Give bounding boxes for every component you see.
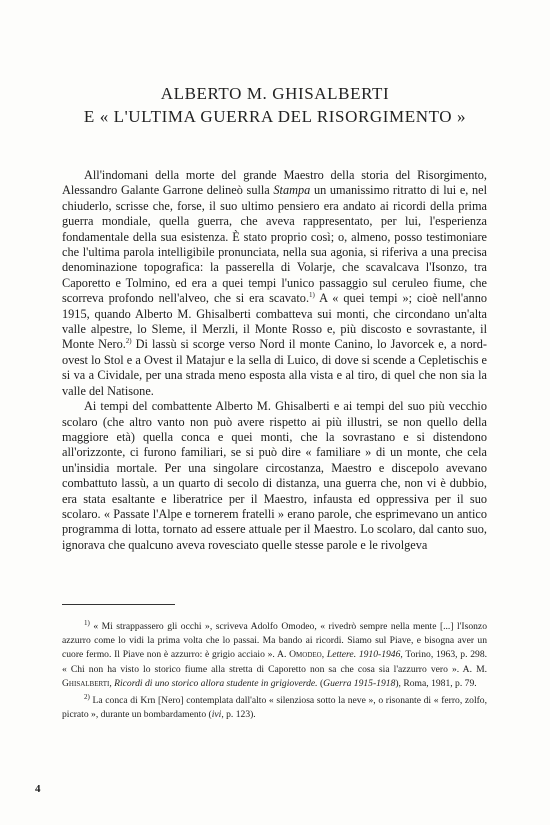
footnote-1-text-e: , Torino, 1963, p. 298. « Chi non ha visto lo storico fiume alla stretta di Caporetto non sa che cosa sia l'azzurro vero ». A. M.	[62, 649, 488, 675]
paragraph-1	[62, 168, 487, 399]
paragraph-1-text-e: Di lassù si scorge verso Nord il monte Canino, lo Javorcek e, a nord-ovest lo Stol e a Ovest il Matajur e la sella di Luico, di dove si scende a Cepletischis e si va a Cividale, per una strada meno esposta alla vista e al tiro, di quel che non sia la valle del Natisone.	[62, 337, 487, 398]
footnote-1-book-title: Lettere. 1910-1946	[326, 649, 401, 661]
paragraph-2: Ai tempi del combattente Alberto M. Ghisalberti e ai tempi del suo più vecchio scolaro (che altro vanto non può avere rispetto ai più illustri, se non quello della maggiore età) quella conca e quei monti, che la sovrastano e si distendono all'orizzonte, ci furono familiari, se si può dire « familiare » di un monte, che cela un'insidia mortale. Per una singolare circostanza, Maestro e discepolo avevano combattuto lassù, a un quarto di secolo di distanza, una guerra che, non vi è dubbio, era stata esaltante e liberatrice per il Maestro, infausta ed oppressiva per il suo scolaro. « Passate l'Alpe e tornerem fratelli » erano parole, che esprimevano un antico programma di lotta, tornato ad essere attuale per il Maestro. Lo scolaro, dal canto suo, ignorava che qualcuno aveva rovesciato quelle stesse parole e le rivolgeva	[62, 399, 487, 552]
footnote-2-ibid: ivi	[211, 709, 222, 721]
author-heading: ALBERTO M. GHISALBERTI	[160, 84, 390, 103]
footnote-2-text-a: La conca di Krn [Nero] contemplata dall'alto « silenziosa sotto la neve », o risonante di « ferro, zolfo, picrato », durante un bombardamento (	[62, 695, 487, 721]
footnote-ref-1: 1)	[309, 291, 315, 300]
paragraph-1-text-c: un umanissimo ritratto di lui e, nel chiuderlo, scrisse che, forse, il suo ultimo pensiero era andato ai ricordi della prima guerra mondiale, quella guerra, che aveva rappresentato, per lui, l'esperienza fondamentale della sua esistenza. È stato proprio così; o, almeno, posso testimoniare che l'ultima parola intelligibile pronunciata, nella sua agonia, si riferiva a una precisa denominazione topografica: la passerella di Volarje, che scavalcava l'Isonzo, tra Caporetto e Tolmino, ed era a quei tempi l'unico passaggio sul ceruleo fiume, che scorreva profondo nell'alveo, che si era scavato.	[62, 183, 487, 306]
footnote-1-author: Omodeo	[289, 649, 322, 661]
paragraph-1-text-d: A « quei tempi »; cioè nell'anno 1915, quando Alberto M. Ghisalberti combatteva sui monti, che circondano un'alta valle alpestre, lo Sleme, il Merzli, il Monte Rosso e, più discosto e sovrastante, il Monte Nero.	[62, 291, 487, 352]
footnote-1-text-g: ,	[109, 677, 115, 689]
footnote-1-series-title: Guerra 1915-1918	[323, 677, 396, 689]
footnote-1-text-i: (	[317, 677, 324, 689]
footnote-1-text-a: « Mi strappassero gli occhi », scriveva Adolfo Omodeo, « rivedrò sempre nella mente [...] l'Isonzo azzurro come lo vidi la prima volta che lo passai. Ma bando ai ricordi. Siamo sul Piave, e bisogna aver un cuore fermo. Il Piave non è azzurro: è grigio acciaio ». A.	[62, 621, 487, 661]
footnote-2	[62, 694, 487, 722]
footnote-1-author-2: Ghisalberti	[62, 677, 110, 689]
footnote-1-book-title-2: Ricordi di uno storico allora studente in grigioverde.	[114, 677, 318, 689]
footnotes	[62, 620, 487, 725]
footnote-1-text-k: ), Roma, 1981, p. 79.	[395, 677, 477, 689]
page-number: 4	[35, 783, 41, 795]
body-text	[62, 168, 487, 553]
footnote-rule	[62, 604, 175, 605]
footnote-2-text-c: , p. 123).	[221, 709, 256, 721]
footnote-2-number: 2)	[84, 692, 90, 701]
newspaper-title: Stampa	[273, 183, 311, 198]
footnote-1-text-c: ,	[321, 649, 327, 661]
article-title: E « L'ULTIMA GUERRA DEL RISORGIMENTO »	[83, 107, 467, 126]
footnote-1-number: 1)	[84, 618, 90, 627]
paragraph-1-text-a: All'indomani della morte del grande Maestro della storia del Risorgimento, Alessandro Galante Garrone delineò sulla	[62, 168, 487, 198]
footnote-1	[62, 620, 487, 691]
footnote-ref-2: 2)	[125, 337, 132, 346]
